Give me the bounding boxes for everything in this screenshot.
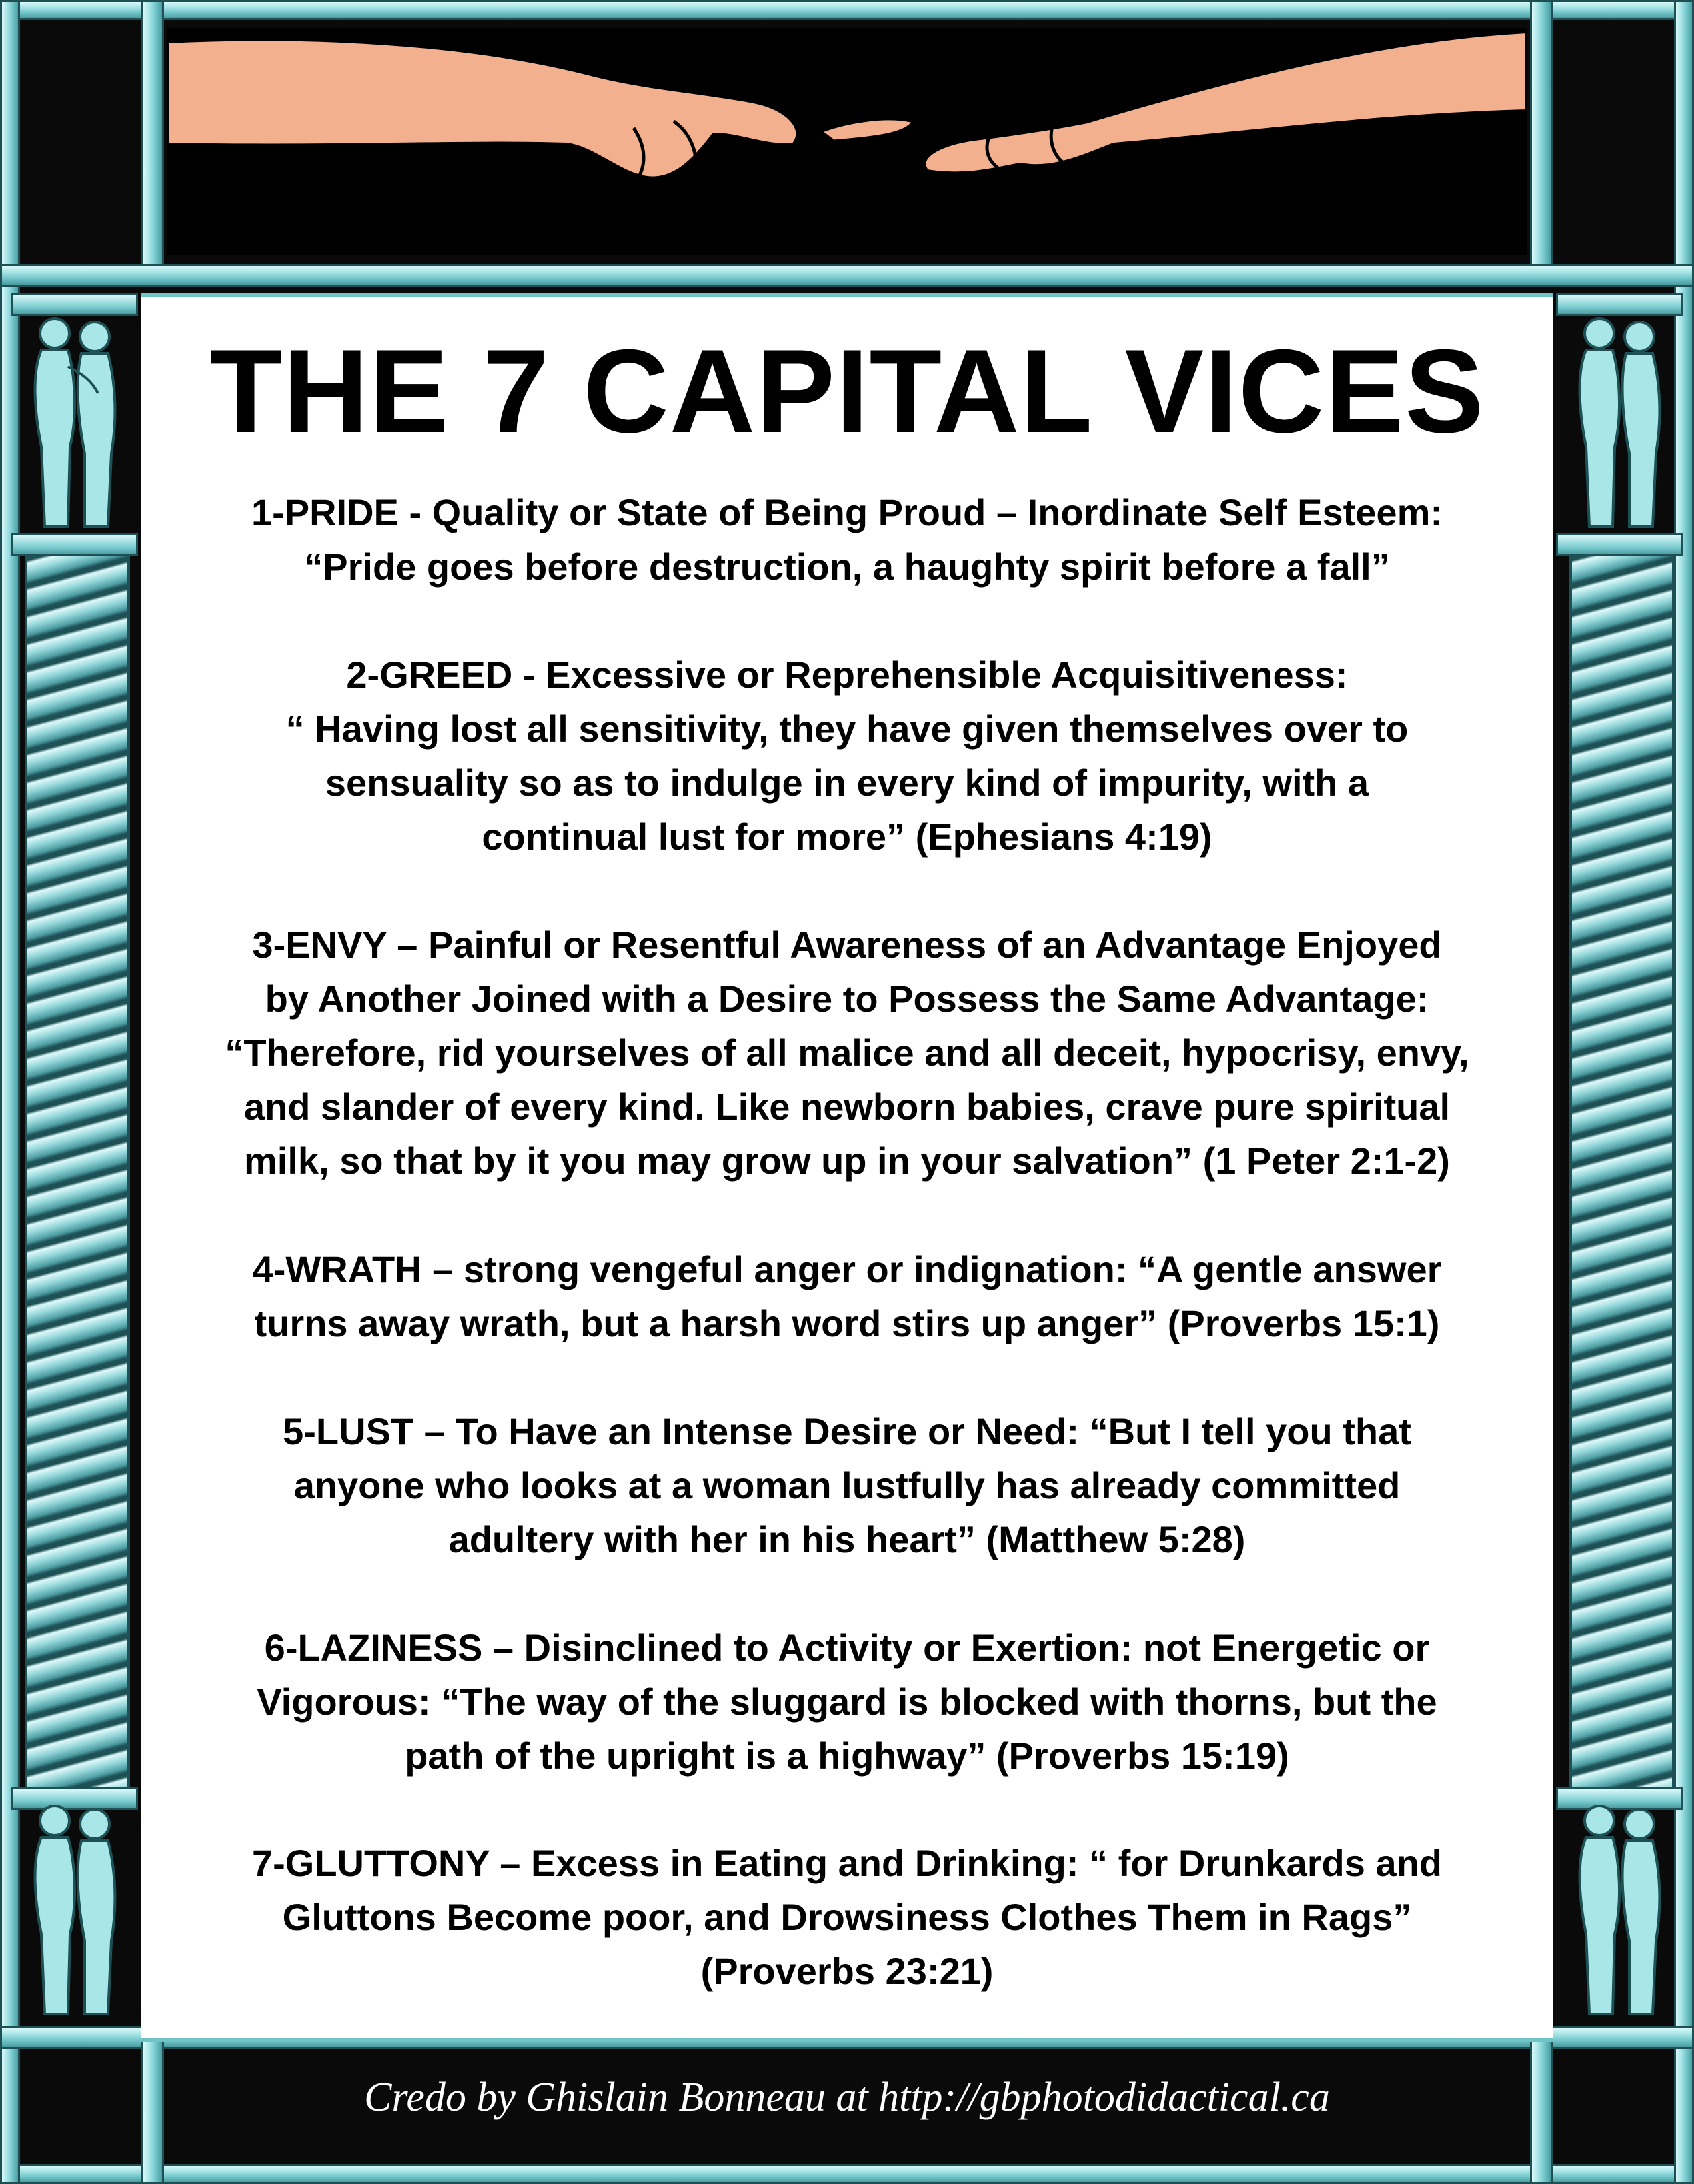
vice-line: “ Having lost all sensitivity, they have given themselves over to (285, 708, 1409, 750)
vice-line: “Therefore, rid yourselves of all malice and all deceit, hypocrisy, envy, (225, 1032, 1469, 1074)
frame-top-left-divider (141, 0, 164, 280)
vice-wrath (141, 1242, 1553, 1350)
frame-top-bar (0, 0, 1694, 20)
vice-line: 4-WRATH – strong vengeful anger or indignation: “A gentle answer (252, 1248, 1442, 1290)
left-column-capital-mid (11, 533, 138, 556)
frame-top-right-divider (1530, 0, 1553, 280)
right-column-capital-top (1556, 293, 1683, 316)
vice-line: by Another Joined with a Desire to Possess the Same Advantage: (265, 978, 1429, 1020)
vice-line: 1-PRIDE - Quality or State of Being Proud – Inordinate Self Esteem: (251, 491, 1443, 533)
right-column-capital-mid (1556, 533, 1683, 556)
vice-line: 7-GLUTTONY – Excess in Eating and Drinking: “ for Drunkards and (251, 1842, 1443, 1884)
frame-left-bar (0, 0, 20, 2184)
vice-greed (141, 648, 1553, 864)
vice-lust (141, 1404, 1553, 1566)
vice-line: (Proverbs 23:21) (700, 1950, 994, 1992)
vice-line: and slander of every kind. Like newborn babies, crave pure spiritual (243, 1086, 1451, 1128)
frame-bottom-bar (0, 2164, 1694, 2184)
frame-right-bar (1674, 0, 1694, 2184)
vice-line: Vigorous: “The way of the sluggard is blocked with thorns, but the (257, 1681, 1437, 1723)
vice-line: 5-LUST – To Have an Intense Desire or Need: “But I tell you that (283, 1410, 1411, 1452)
left-twisted-column (25, 556, 130, 1787)
vice-line: 6-LAZINESS – Disinclined to Activity or Exertion: not Energetic or (264, 1626, 1430, 1669)
vice-line: 3-ENVY – Painful or Resentful Awareness of an Advantage Enjoyed (252, 924, 1442, 966)
embracing-statue-icon-right-lower (1563, 1801, 1676, 2027)
vice-line: 2-GREED - Excessive or Reprehensible Acquisitiveness: (346, 654, 1348, 696)
embracing-statue-icon-right (1563, 313, 1676, 540)
vice-line: milk, so that by it you may grow up in your salvation” (1 Peter 2:1-2) (244, 1140, 1450, 1182)
vice-line: anyone who looks at a woman lustfully has already committed (293, 1464, 1401, 1506)
right-twisted-column (1569, 556, 1675, 1787)
vice-laziness (141, 1620, 1553, 1783)
vice-line: sensuality so as to indulge in every kind of impurity, with a (325, 762, 1369, 804)
vice-envy (141, 918, 1553, 1188)
embracing-statue-icon (18, 313, 131, 540)
vice-line: “Pride goes before destruction, a haughty spirit before a fall” (304, 545, 1390, 588)
vice-line: adultery with her in his heart” (Matthew 5:28) (448, 1518, 1246, 1560)
page-title: THE 7 CAPITAL VICES (209, 325, 1485, 457)
vice-line: Gluttons Become poor, and Drowsiness Clothes Them in Rags” (282, 1896, 1412, 1938)
frame-top-band-bottom (0, 264, 1694, 287)
vice-line: path of the upright is a highway” (Proverbs 15:19) (405, 1735, 1289, 1777)
vice-pride (141, 485, 1553, 594)
vice-gluttony (141, 1836, 1553, 1998)
vice-line: turns away wrath, but a harsh word stirs up anger” (Proverbs 15:1) (254, 1302, 1440, 1344)
vice-line: continual lust for more” (Ephesians 4:19) (482, 816, 1212, 858)
embracing-statue-icon-lower (18, 1801, 131, 2027)
left-column-capital-top (11, 293, 138, 316)
creation-of-adam-hands-image (167, 28, 1527, 255)
vices-panel (141, 293, 1553, 2042)
credit-line: Credo by Ghislain Bonneau at http://gbphotodidactical.ca (364, 2075, 1330, 2120)
